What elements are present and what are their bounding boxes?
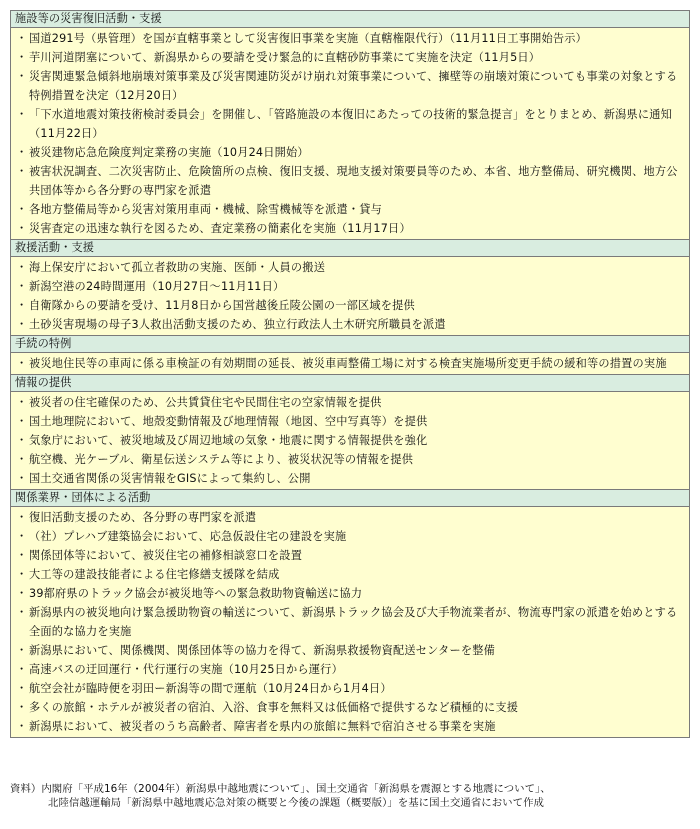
bullet-mark: ・ [16, 511, 28, 524]
source-note [10, 782, 690, 810]
section-body-row [11, 28, 690, 240]
bullet-mark: ・ [16, 701, 28, 714]
list-item-text: 39都府県のトラック協会が被災地等への緊急救助物資輸送に協力 [29, 587, 363, 600]
bullet-mark: ・ [16, 568, 28, 581]
list-item-text: 被災者の住宅確保のため、公共賃貸住宅や民間住宅の空家情報を提供 [29, 396, 382, 409]
bullet-mark: ・ [16, 222, 28, 235]
bullet-mark: ・ [16, 261, 28, 274]
section-body-row [11, 353, 690, 375]
list-item-text: 航空会社が臨時便を羽田ー新潟等の間で運航（10月24日から1月4日） [29, 682, 392, 695]
bullet-mark: ・ [16, 108, 28, 121]
bullet-mark: ・ [16, 146, 28, 159]
list-item [15, 546, 685, 565]
bullet-mark: ・ [16, 434, 28, 447]
bullet-mark: ・ [16, 530, 28, 543]
list-item [15, 412, 685, 431]
bullet-mark: ・ [16, 299, 28, 312]
source-note-line-2: 北陸信越運輸局「新潟県中越地震応急対策の概要と今後の課題（概要版）」を基に国土交通省において作成 [48, 797, 544, 809]
list-item [15, 660, 685, 679]
bullet-mark: ・ [16, 357, 28, 370]
list-item [15, 698, 685, 717]
list-item-text: 新潟空港の24時間運用（10月27日〜11月11日） [29, 280, 285, 293]
section-items [11, 392, 690, 490]
list-item-text: 各地方整備局等から災害対策用車両・機械、除雪機械等を派遣・貸与 [29, 203, 383, 216]
list-item [15, 450, 685, 469]
list-item-text: 被災地住民等の車両に係る車検証の有効期間の延長、被災車両整備工場に対する検査実施場所変更手続の緩和等の措置の実施 [29, 357, 667, 370]
bullet-mark: ・ [16, 644, 28, 657]
measures-table [10, 10, 690, 738]
bullet-mark: ・ [16, 663, 28, 676]
section-header-row [11, 375, 690, 392]
list-item-text: 国土交通省関係の災害情報をGISによって集約し、公開 [29, 472, 311, 485]
section-title: 情報の提供 [11, 375, 690, 392]
list-item [15, 508, 685, 527]
list-item-text: 国土地理院において、地殻変動情報及び地理情報（地図、空中写真等）を提供 [29, 415, 428, 428]
list-item-text: 高速バスの迂回運行・代行運行の実施（10月25日から運行） [29, 663, 343, 676]
section-body-row [11, 257, 690, 336]
list-item-text: 災害関連緊急傾斜地崩壊対策事業及び災害関連防災がけ崩れ対策事業について、擁壁等の崩壊対策についても事業の対象とする特例措置を決定（12月20日） [29, 70, 678, 102]
bullet-mark: ・ [16, 280, 28, 293]
list-item-text: 気象庁において、被災地域及び周辺地域の気象・地震に関する情報提供を強化 [29, 434, 428, 447]
section-title: 関係業界・団体による活動 [11, 490, 690, 507]
list-item-text: 関係団体等において、被災住宅の補修相談窓口を設置 [29, 549, 303, 562]
list-item-text: 新潟県において、被災者のうち高齢者、障害者を県内の旅館に無料で宿泊させる事業を実施 [29, 720, 496, 733]
section-title: 施設等の災害復旧活動・支援 [11, 11, 690, 28]
bullet-mark: ・ [16, 318, 28, 331]
list-item [15, 296, 685, 315]
bullet-mark: ・ [16, 51, 28, 64]
list-item [15, 603, 685, 641]
list-item-text: 新潟県内の被災地向け緊急援助物資の輸送について、新潟県トラック協会及び大手物流業者が、物流専門家の派遣を始めとする全面的な協力を実施 [29, 606, 678, 638]
list-item-text: 被災建物応急危険度判定業務の実施（10月24日開始） [29, 146, 309, 159]
bullet-mark: ・ [16, 165, 28, 178]
list-item [15, 48, 685, 67]
list-item-text: 復旧活動支援のため、各分野の専門家を派遣 [29, 511, 257, 524]
list-item [15, 258, 685, 277]
list-item-text: 自衛隊からの要請を受け、11月8日から国営越後丘陵公園の一部区域を提供 [29, 299, 415, 312]
section-header-row [11, 240, 690, 257]
bullet-mark: ・ [16, 549, 28, 562]
list-item-text: 芋川河道閉塞について、新潟県からの要請を受け緊急的に直轄砂防事業にて実施を決定（11月5日） [29, 51, 541, 64]
section-body-row [11, 392, 690, 490]
list-item [15, 717, 685, 736]
list-item [15, 641, 685, 660]
list-item-text: 海上保安庁において孤立者救助の実施、医師・人員の搬送 [29, 261, 326, 274]
bullet-mark: ・ [16, 203, 28, 216]
list-item [15, 277, 685, 296]
section-header-row [11, 11, 690, 28]
list-item [15, 67, 685, 105]
list-item [15, 393, 685, 412]
section-header-row [11, 336, 690, 353]
section-title: 手続の特例 [11, 336, 690, 353]
source-note-line-1: 資料）内閣府「平成16年（2004年）新潟県中越地震について」、国土交通省「新潟県を震源とする地震について」、 [10, 783, 551, 795]
section-items [11, 257, 690, 336]
list-item-text: 新潟県において、関係機関、関係団体等の協力を得て、新潟県救援物資配送センターを整備 [29, 644, 495, 657]
section-title: 救援活動・支援 [11, 240, 690, 257]
bullet-mark: ・ [16, 70, 28, 83]
bullet-mark: ・ [16, 720, 28, 733]
bullet-mark: ・ [16, 472, 28, 485]
list-item-text: 災害査定の迅速な執行を図るため、査定業務の簡素化を実施（11月17日） [29, 222, 411, 235]
list-item-text: （社）プレハブ建築協会において、応急仮設住宅の建設を実施 [29, 530, 347, 543]
section-items [11, 28, 690, 240]
list-item [15, 143, 685, 162]
list-item [15, 431, 685, 450]
section-body-row [11, 507, 690, 738]
list-item [15, 200, 685, 219]
list-item-text: 国道291号（県管理）を国が直轄事業として災害復旧事業を実施（直轄権限代行）（11月11日工事開始告示） [29, 32, 588, 45]
list-item [15, 527, 685, 546]
section-items [11, 507, 690, 738]
list-item-text: 大工等の建設技能者による住宅修繕支援隊を結成 [29, 568, 280, 581]
bullet-mark: ・ [16, 32, 28, 45]
bullet-mark: ・ [16, 396, 28, 409]
list-item [15, 354, 685, 373]
bullet-mark: ・ [16, 453, 28, 466]
bullet-mark: ・ [16, 682, 28, 695]
bullet-mark: ・ [16, 587, 28, 600]
measures-table-container [10, 10, 690, 738]
list-item [15, 105, 685, 143]
list-item [15, 565, 685, 584]
list-item-text: 土砂災害現場の母子3人救出活動支援のため、独立行政法人土木研究所職員を派遣 [29, 318, 446, 331]
list-item [15, 219, 685, 238]
list-item [15, 29, 685, 48]
list-item-text: 「下水道地震対策技術検討委員会」を開催し、「管路施設の本復旧にあたっての技術的緊急提言」をとりまとめ、新潟県に通知（11月22日） [29, 108, 673, 140]
list-item-text: 多くの旅館・ホテルが被災者の宿泊、入浴、食事を無料又は低価格で提供するなど積極的に支援 [29, 701, 519, 714]
section-header-row [11, 490, 690, 507]
section-items [11, 353, 690, 375]
list-item [15, 679, 685, 698]
list-item [15, 469, 685, 488]
list-item-text: 被害状況調査、二次災害防止、危険箇所の点検、復旧支援、現地支援対策要員等のため、本省、地方整備局、研究機関、地方公共団体等から各分野の専門家を派遣 [29, 165, 678, 197]
list-item [15, 584, 685, 603]
list-item [15, 162, 685, 200]
list-item [15, 315, 685, 334]
bullet-mark: ・ [16, 606, 28, 619]
list-item-text: 航空機、光ケーブル、衛星伝送システム等により、被災状況等の情報を提供 [29, 453, 414, 466]
bullet-mark: ・ [16, 415, 28, 428]
